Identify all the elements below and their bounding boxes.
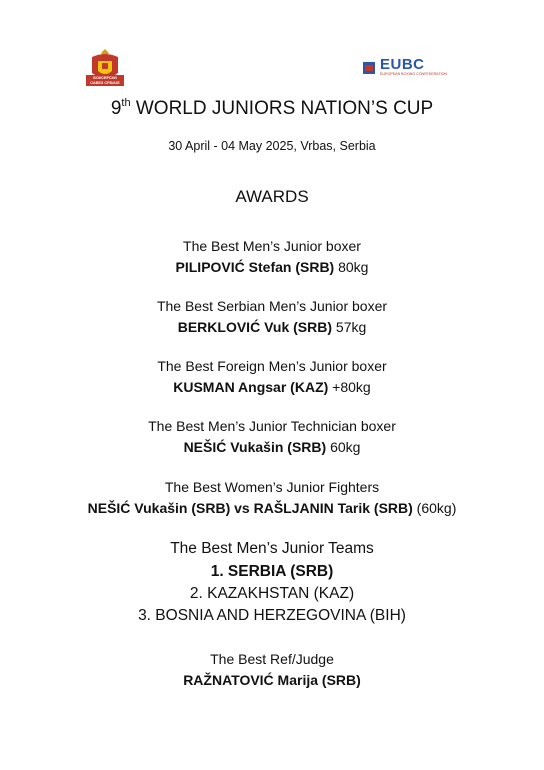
weight-class: 60kg [326, 439, 361, 455]
awards-heading: AWARDS [235, 187, 309, 206]
title-number: 9 [110, 98, 122, 119]
award-winner [0, 259, 544, 275]
winner-name: KUSMAN Angsar (KAZ) [173, 379, 329, 395]
team-first-place-name: 1. SERBIA (SRB) [210, 563, 334, 580]
title-ordinal-suffix: th [121, 97, 131, 109]
team-first-place [0, 563, 544, 581]
title-text: WORLD JUNIORS NATION’S CUP [130, 98, 434, 119]
weight-class: 80kg [334, 259, 369, 275]
federation-logo-text: БОКСЕРСКИ САВЕЗ СРБИЈЕ [90, 76, 120, 85]
ref-category: The Best Ref/Judge [210, 651, 334, 667]
award-winner [0, 439, 544, 455]
award-category: The Best Women’s Junior Fighters [164, 479, 380, 495]
team-second-place: 2. KAZAKHSTAN (KAZ) [189, 585, 355, 602]
eubc-logo-subtext: EUROPEAN BOXING CONFEDERATION [380, 72, 448, 76]
winner-name: NEŠIĆ Vukašin (SRB) vs RAŠLJANIN Tarik (SRB) [87, 500, 413, 516]
ref-winner-name: RAŽNATOVIĆ Marija (SRB) [183, 672, 361, 688]
award-winner [0, 319, 544, 335]
event-date-location: 30 April - 04 May 2025, Vrbas, Serbia [168, 139, 376, 153]
winner-name: PILIPOVIĆ Stefan (SRB) [175, 259, 335, 275]
weight-class: +80kg [328, 379, 371, 395]
ref-winner [0, 672, 544, 688]
eubc-logo-text: EUBC [380, 56, 425, 73]
team-third-place: 3. BOSNIA AND HERZEGOVINA (BIH) [138, 607, 406, 624]
page-title [0, 97, 544, 120]
weight-class: (60kg) [412, 500, 457, 516]
winner-name: NEŠIĆ Vukašin (SRB) [183, 439, 327, 455]
award-winner [0, 500, 544, 516]
award-winner [0, 379, 544, 395]
weight-class: 57kg [332, 319, 367, 335]
award-category: The Best Foreign Men’s Junior boxer [157, 358, 387, 374]
serbian-boxing-federation-logo [84, 47, 126, 87]
award-category: The Best Men’s Junior boxer [183, 238, 361, 254]
award-category: The Best Serbian Men’s Junior boxer [156, 298, 388, 314]
winner-name: BERKLOVIĆ Vuk (SRB) [177, 319, 333, 335]
award-category: The Best Men’s Junior Technician boxer [148, 418, 396, 434]
eubc-logo [360, 57, 460, 79]
teams-heading: The Best Men’s Junior Teams [170, 540, 374, 557]
